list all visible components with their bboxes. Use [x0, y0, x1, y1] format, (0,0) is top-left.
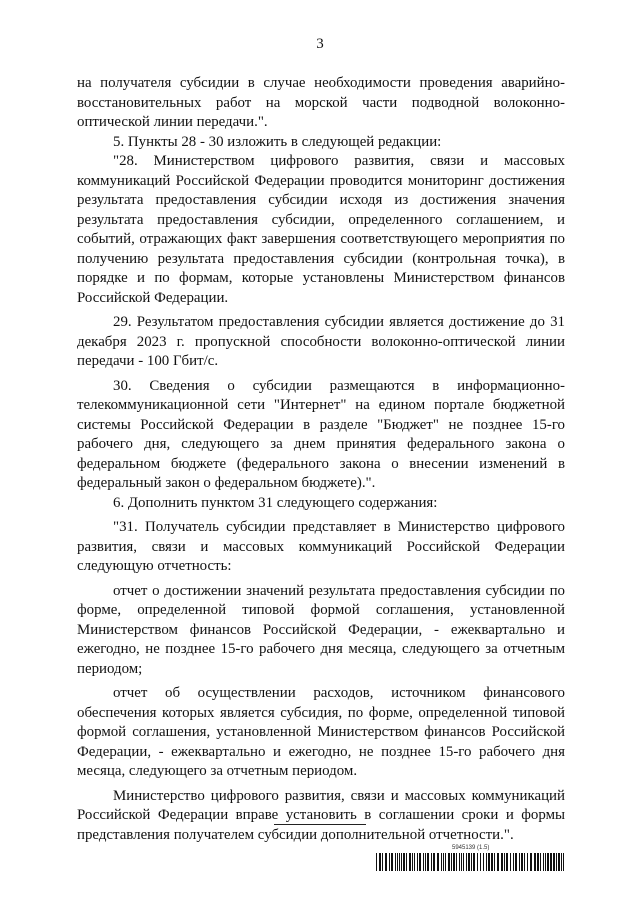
document-code: 5945139 (1.5) [452, 845, 490, 851]
paragraph: "28. Министерством цифрового развития, связи и массовых коммуникаций Российской Федерации проводится мониторинг достижения результата предоставления субсидии исходя из достижения значения результата предоставления субсидии, определенного соглашением, и событий, отражающих факт завершения соответствующего мероприятия по получению результата предоставления субсидии (контрольная точка), в порядке и по формам, которые установлены Министерством финансов Российской Федерации. [77, 153, 565, 306]
paragraph: отчет об осуществлении расходов, источником финансового обеспечения которых является субсидия, по форме, определенной типовой формой соглашения, установленной Министерством финансов Российской Федерации, - ежеквартально и ежегодно, не позднее 15-го рабочего дня месяца, следующего за отчетным периодом. [77, 685, 565, 779]
paragraph: Министерство цифрового развития, связи и массовых коммуникаций Российской Федерации вправе установить в соглашении сроки и формы представления получателем субсидии дополнительной отчетности.". [77, 787, 565, 843]
page-number: 3 [316, 36, 324, 52]
paragraph: отчет о достижении значений результата предоставления субсидии по форме, определенной типовой формой соглашения, установленной Министерством финансов Российской Федерации, - ежеквартально и ежегодно, не позднее 15-го рабочего дня месяца, следующего за отчетным периодом; [77, 582, 565, 677]
barcode-icon [376, 853, 564, 871]
paragraph: 5. Пункты 28 - 30 изложить в следующей редакции: [113, 133, 442, 150]
paragraph: 30. Сведения о субсидии размещаются в информационно-телекоммуникационной сети "Интернет" на едином портале бюджетной системы Российской Федерации в разделе "Бюджет" не позднее 15-го рабочего дня, следующего за днем принятия федерального закона о федеральном бюджете (федерального закона о внесении изменений в федеральный закон о федеральном бюджете).". [77, 377, 565, 491]
paragraph: на получателя субсидии в случае необходимости проведения аварийно-восстановительных работ на морской части подводной волоконно-оптической линии передачи.". [77, 75, 565, 130]
paragraph: 29. Результатом предоставления субсидии является достижение до 31 декабря 2023 г. пропускной способности волоконно-оптической линии передачи - 100 Гбит/с. [77, 314, 565, 369]
paragraph: 6. Дополнить пунктом 31 следующего содержания: [113, 494, 438, 511]
paragraph: "31. Получатель субсидии представляет в Министерство цифрового развития, связи и массовых коммуникаций Российской Федерации следующую отчетность: [77, 519, 565, 574]
closing-rule [274, 824, 366, 825]
document-body [77, 74, 565, 845]
